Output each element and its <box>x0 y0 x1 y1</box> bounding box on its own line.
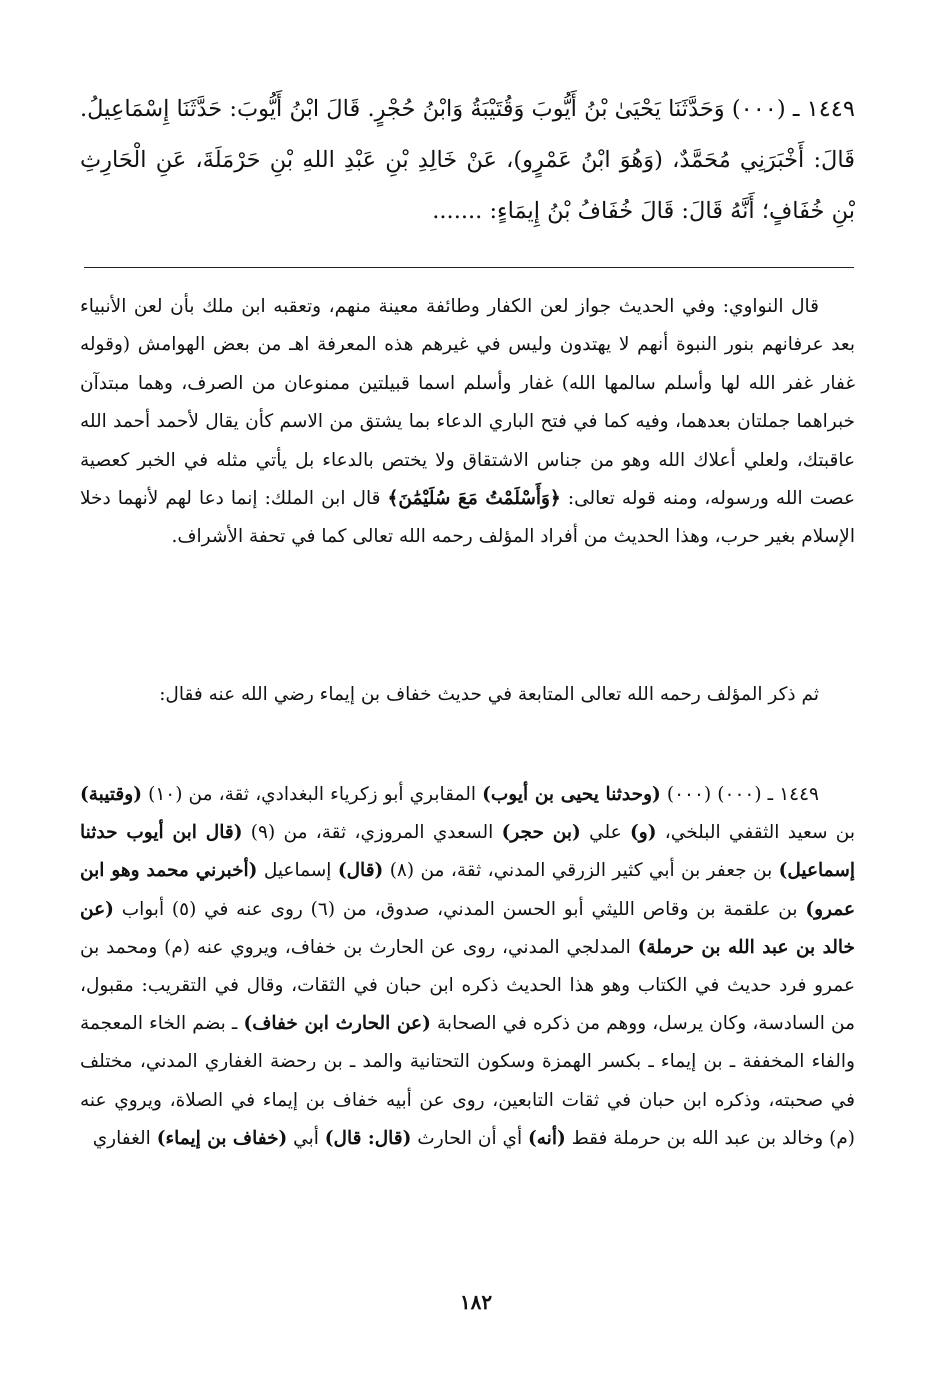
narrator-bold-6: (قال) <box>337 860 384 882</box>
page-number: ١٨٢ <box>459 1290 493 1314</box>
narrator-seg-6: بن جعفر بن أبي كثير الزرقي المدني، ثقة، من (٨) <box>389 860 773 882</box>
narrator-seg-11: أي أن الحارث <box>417 1127 523 1149</box>
narrator-seg-9: المدلجي المدني، روى عن الحارث بن خفاف، ويروي عنه (م) ومحمد بن عمرو فرد حديث في الكتاب وهو هذا الحديث ذكره ابن حبان في الثقات، وقال في التقريب: مقبول، من السادسة، وكان يرسل، ووهم من ذكره في الصحابة <box>80 936 855 1035</box>
commentary-text-part2: قال ابن الملك: إنما دعا لهم لأنهما دخلا الإسلام بغير حرب، وهذا الحديث من أفراد المؤلف رحمه الله تعالى كما في تحفة الأشراف. <box>80 488 855 548</box>
narrator-bold-2: (وقتيبة) <box>80 784 142 805</box>
narrator-bold-9: (عن الحارث ابن خفاف) <box>243 1013 431 1035</box>
narrator-bold-10: (أنه) <box>528 1127 566 1149</box>
narrator-bold-11: (قال: قال) <box>324 1127 412 1149</box>
transition-paragraph: ثم ذكر المؤلف رحمه الله تعالى المتابعة في حديث خفاف بن إيماء رضي الله عنه فقال: <box>159 684 819 705</box>
narrator-seg-4: علي <box>589 822 622 844</box>
narrator-seg-12: أبي <box>293 1127 319 1149</box>
narrator-bold-4: (بن حجر) <box>501 822 581 844</box>
commentary-paragraph <box>80 288 855 557</box>
narrator-paragraph <box>80 776 855 1158</box>
transition-block <box>80 676 855 714</box>
narrator-bold-5: (قال ابن أيوب حدثنا إسماعيل) <box>80 822 855 882</box>
narrator-bold-3: (و) <box>630 822 657 844</box>
commentary-text-part1: قال النواوي: وفي الحديث جواز لعن الكفار وطائفة معينة منهم، وتعقبه ابن ملك بأن لعن الأنبياء بعد عرفانهم بنور النبوة أنهم لا يهتدون وليس في غيرهم هذه المعرفة اهـ من بعض الهوامش (وقوله غفار غفر الله لها وأسلم سالمها الله) غفار وأسلم اسما قبيلتين ممنوعان من الصرف، وهما مبتدآن خبراهما جملتان بعدهما، وفيه كما في فتح الباري الدعاء بما يشتق من الاسم كأن يقال لأحمد أحمد الله عاقبتك، ولعلي أعلاك الله وهو من جناس الاشتقاق ولا يختص بالدعاء بل يأتي مثله في الخبر كعصية عصت الله ورسوله، ومنه قوله تعالى: <box>80 296 855 510</box>
narrator-bold-7: (أخبرني محمد وهو ابن عمرو) <box>80 860 855 920</box>
narrator-seg-3: بن سعيد الثقفي البلخي، <box>664 822 856 844</box>
narrator-seg-5: السعدي المروزي، ثقة، من (٩) <box>250 822 494 844</box>
footnote-separator <box>84 267 854 268</box>
narrator-bold-1: (وحدثنا يحيى بن أيوب) <box>482 784 661 805</box>
narrator-seg-1: ١٤٤٩ ـ (٠٠٠) (٠٠٠) <box>666 784 819 805</box>
commentary-block <box>80 288 855 557</box>
narrator-seg-10: ـ بضم الخاء المعجمة والفاء المخففة ـ بن إيماء ـ بكسر الهمزة وسكون التحتانية والمد ـ بن رحضة الغفاري المدني، مختلف في صحبته، وذكره ابن حبان في ثقات التابعين، روى عن أبيه خفاف بن إيماء في الصلاة، ويروي عنه (م) وخالد بن عبد الله بن حرملة فقط <box>80 1013 855 1149</box>
narrator-seg-13: الغفاري <box>92 1127 151 1149</box>
quran-quote: ﴿وَأَسْلَمْتُ مَعَ سُلَيْمَٰنَ﴾ <box>387 488 561 510</box>
narrator-seg-2: المقابري أبو زكرياء البغدادي، ثقة، من (١٠) <box>148 784 476 805</box>
hadith-text: ١٤٤٩ ـ (٠٠٠) وَحَدَّثَنَا يَحْيَىٰ بْنُ أَيُّوبَ وَقُتَيْبَةُ وَابْنُ حُجْرٍ. قَالَ ابْنُ أَيُّوبَ: حَدَّثَنَا إِسْمَاعِيلُ. قَالَ: أَخْبَرَنِي مُحَمَّدٌ، (وَهُوَ ابْنُ عَمْرٍو)، عَنْ خَالِدِ بْنِ عَبْدِ اللهِ بْنِ حَرْمَلَةَ، عَنِ الْحَارِثِ بْنِ خُفَافٍ؛ أَنَّهُ قَالَ: قَالَ خُفَافُ بْنُ إِيمَاءٍ: ....... <box>80 96 855 224</box>
narrator-bold-12: (خفاف بن إيماء) <box>156 1127 288 1149</box>
hadith-text-block <box>80 84 855 237</box>
narrator-bold-8: (عن خالد بن عبد الله بن حرملة) <box>80 898 855 958</box>
narrator-commentary-block <box>80 776 855 1158</box>
narrator-seg-7: إسماعيل <box>263 860 332 882</box>
narrator-seg-8: بن علقمة بن وقاص الليثي أبو الحسن المدني، صدوق، من (٦) روى عنه في (٥) أبواب <box>121 898 798 920</box>
